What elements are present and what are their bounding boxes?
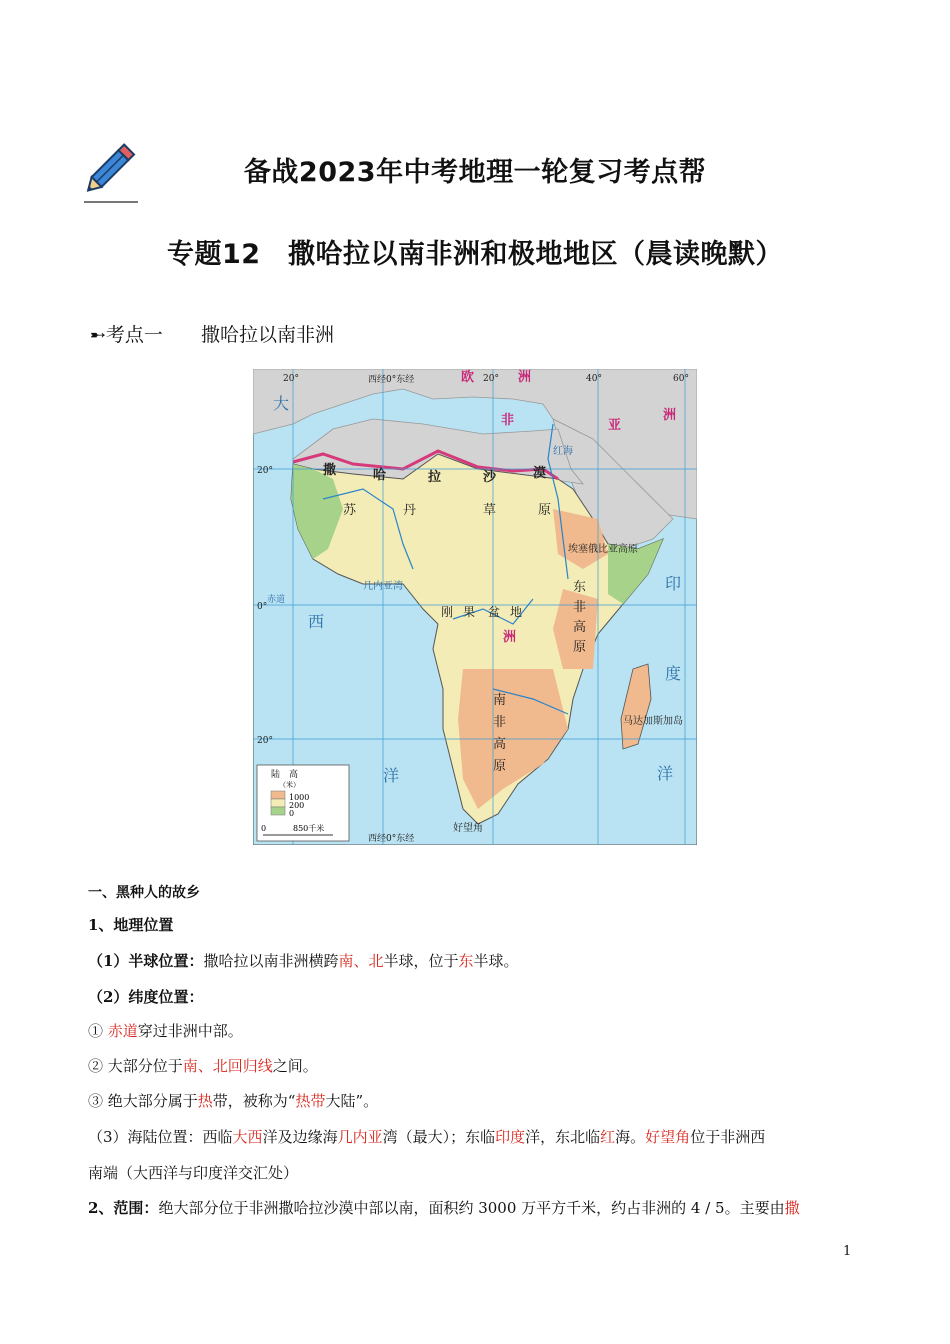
paragraph-hemisphere: （1）半球位置：撒哈拉以南非洲横跨南、北半球，位于东半球。 (88, 952, 519, 970)
paragraph-tropics: ② 大部分位于南、北回归线之间。 (88, 1057, 318, 1075)
document-title: 备战2023年中考地理一轮复习考点帮 (243, 157, 707, 188)
map-label-east-4: 原 (573, 640, 587, 655)
legend-value-1000: 1000 (289, 793, 310, 802)
map-label-lat-20n: 20° (257, 466, 273, 476)
map-label-gulf-guinea: 几内亚湾 (363, 581, 403, 592)
legend-unit: （米） (279, 781, 300, 789)
heading-location: 1、地理位置 (88, 916, 174, 934)
map-label-east-3: 高 (573, 620, 587, 635)
map-label-south-3: 高 (493, 737, 507, 752)
map-label-atlantic-2: 西 (308, 612, 325, 631)
map-label-atlantic-3: 洋 (383, 766, 400, 785)
section-label: 考点一 (105, 324, 163, 346)
map-label-east-1: 东 (573, 580, 587, 595)
paragraph-latitude-heading: （2）纬度位置： (88, 988, 204, 1006)
map-label-south-4: 原 (493, 759, 507, 774)
paragraph-equator: ① 赤道穿过非洲中部。 (88, 1022, 243, 1040)
map-label-sahara-5: 漠 (533, 466, 547, 481)
map-legend (257, 765, 349, 841)
map-label-congo-2: 果 (463, 605, 476, 619)
map-label-indian-3: 洋 (657, 764, 674, 783)
paragraph-tropical-continent: ③ 绝大部分属于热带，被称为“热带大陆”。 (88, 1092, 379, 1110)
map-label-lon-20w: 20° (283, 374, 299, 384)
map-label-lon-top: 西经0°东经 (368, 375, 415, 385)
map-label-cape: 好望角 (453, 823, 483, 834)
map-label-africa2: 洲 (503, 630, 517, 645)
map-label-sudan-4: 原 (538, 503, 552, 518)
map-label-lon-60e: 60° (673, 374, 689, 384)
scale-zero: 0 (261, 824, 267, 833)
map-label-sahara-4: 沙 (483, 470, 497, 485)
map-label-lon-40e: 40° (586, 374, 602, 384)
map-label-sahara-2: 哈 (373, 468, 387, 483)
heading-black-people: 一、黑种人的故乡 (88, 885, 200, 901)
map-label-red-sea: 红海 (553, 446, 573, 457)
arrow-icon: ➸ (90, 324, 106, 346)
map-label-madagascar: 马达加斯加岛 (623, 716, 683, 727)
map-label-lon-20e: 20° (483, 374, 499, 384)
section-topic: 撒哈拉以南非洲 (200, 324, 334, 346)
map-label-east-2: 非 (573, 600, 587, 615)
map-label-indian-2: 度 (665, 664, 682, 683)
map-label-sahara-3: 拉 (428, 470, 442, 485)
scale-label: 850千米 (293, 824, 325, 833)
map-label-south-2: 非 (493, 715, 507, 730)
map-label-indian-1: 印 (665, 574, 682, 593)
legend-title: 陆 高 (271, 770, 299, 780)
map-label-congo-4: 地 (510, 605, 523, 619)
map-label-asia2: 洲 (663, 408, 677, 423)
map-label-congo-3: 盆 (488, 605, 501, 619)
map-label-sahara-1: 撒 (323, 463, 337, 478)
map-label-south-1: 南 (493, 693, 507, 708)
legend-value-200: 200 (289, 801, 305, 810)
map-label-sudan-1: 苏 (343, 503, 357, 518)
document-subtitle: 专题12 撒哈拉以南非洲和极地地区（晨读晚默） (166, 239, 784, 270)
africa-map (253, 369, 697, 845)
map-label-asia: 亚 (608, 418, 622, 433)
paragraph-cape-note: 南端（大西洋与印度洋交汇处） (88, 1164, 299, 1182)
map-label-lat-20s: 20° (257, 736, 273, 746)
page-number: 1 (843, 1244, 852, 1259)
paragraph-sea-land: （3）海陆位置：西临大西洋及边缘海几内亚湾（最大）；东临印度洋，东北临红海。好望角位于非洲西 (88, 1128, 766, 1146)
map-label-lon-bottom: 西经0°东经 (368, 834, 415, 844)
map-label-sudan-3: 草 (483, 503, 497, 518)
map-label-atlantic-1: 大 (273, 394, 290, 413)
paragraph-range: 2、范围：绝大部分位于非洲撒哈拉沙漠中部以南，面积约 3000 万平方千米，约占非洲的 4 / 5。主要由撒 (88, 1199, 800, 1217)
map-label-europe2: 洲 (518, 370, 532, 385)
map-label-congo-1: 刚 (441, 605, 454, 619)
section-heading (90, 320, 334, 347)
map-label-africa: 非 (501, 413, 515, 428)
legend-value-0: 0 (289, 809, 295, 818)
map-label-sudan-2: 丹 (403, 503, 417, 518)
map-label-equator: 赤道 (267, 595, 286, 605)
map-label-europe: 欧 (461, 370, 475, 385)
map-label-ethiopia: 埃塞俄比亚高原 (568, 544, 638, 555)
map-label-lat-0: 0° (257, 602, 268, 612)
